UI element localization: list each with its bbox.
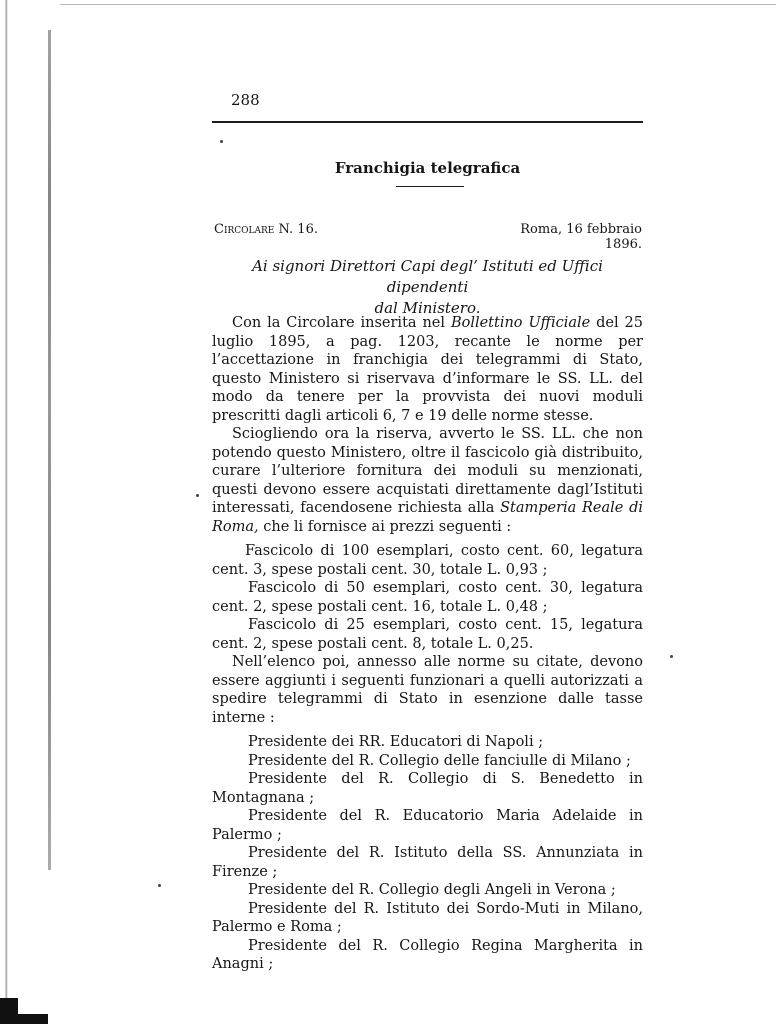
price-item: Fascicolo di 100 esemplari, costo cent. 60, legatura cent. 3, spese postali cent. 30, totale L. 0,93 ; (212, 543, 643, 578)
list-item: Presidente del R. Collegio delle fanciulle di Milano ; (248, 752, 631, 769)
printer-name: Stamperia Reale di Roma, (212, 500, 643, 535)
scan-corner-shadow (0, 1014, 48, 1024)
paragraph-supply: Sciogliendo ora la riserva, avverto le SS. LL. che non potendo questo Ministero, oltre il fascicolo già distribuito, curare l’ulteriore fornitura dei moduli su menzionati, questi devono essere acquistati direttamente dagl’Istituti interessati, facendosene richiesta alla Stamperia Reale di Roma, che li fornisce ai prezzi seguenti : (212, 426, 643, 535)
place-date: Roma, 16 febbraio 1896. (520, 222, 642, 252)
scan-speck (670, 655, 673, 658)
officials-list (212, 733, 643, 974)
scan-corner-shadow-upper (0, 998, 18, 1014)
page-top-edge (60, 4, 776, 5)
list-item: Presidente del R. Istituto della SS. Annunziata in Firenze ; (212, 845, 643, 880)
page-number: 288 (231, 91, 260, 109)
circular-number: Circolare N. 16. (214, 222, 318, 237)
scan-speck (220, 140, 223, 143)
price-item: Fascicolo di 25 esemplari, costo cent. 15, legatura cent. 2, spese postali cent. 8, totale L. 0,25. (212, 617, 643, 652)
title-rule (396, 186, 464, 187)
list-item: Presidente del R. Istituto dei Sordo-Muti in Milano, Palermo e Roma ; (212, 900, 643, 935)
addressee-line: Ai signori Direttori Capi degl’ Istituti ed Uffici dipendenti (252, 257, 603, 296)
binding-shadow (48, 30, 51, 870)
list-item: Presidente dei RR. Educatori di Napoli ; (248, 734, 544, 750)
addressee (212, 256, 643, 319)
page-title: Franchigia telegrafica (334, 159, 521, 177)
price-item: Fascicolo di 50 esemplari, costo cent. 30, legatura cent. 2, spese postali cent. 16, totale L. 0,48 ; (212, 580, 643, 615)
binding-edge (0, 0, 16, 1024)
list-item: Presidente del R. Collegio Regina Margherita in Anagni ; (212, 937, 643, 972)
list-item: Presidente del R. Collegio di S. Benedetto in Montagnana ; (212, 771, 643, 806)
paragraph-officials-intro: Nell’elenco poi, annesso alle norme su citate, devono essere aggiunti i seguenti funzionari a quelli autorizzati a spedire telegrammi di Stato in esenzione dalle tasse interne : (212, 654, 643, 726)
scan-speck (158, 884, 161, 887)
addressee-line: dal Ministero. (374, 299, 481, 317)
list-item: Presidente del R. Educatorio Maria Adelaide in Palermo ; (212, 808, 643, 843)
list-item: Presidente del R. Collegio degli Angeli in Verona ; (248, 882, 616, 898)
publication-title: Bollettino Ufficiale (450, 315, 591, 331)
header-rule (212, 121, 643, 123)
circular-body (212, 314, 643, 974)
scan-speck (196, 494, 199, 497)
paragraph-intro: Con la Circolare inserita nel Bollettino Ufficiale del 25 luglio 1895, a pag. 1203, recante le norme per l’accettazione in franchigia dei telegrammi di Stato, questo Ministero si riservava d’informare le SS. LL. del modo da tenere per la provvista dei nuovi moduli prescritti dagli articoli 6, 7 e 19 delle norme stesse. (212, 315, 644, 424)
